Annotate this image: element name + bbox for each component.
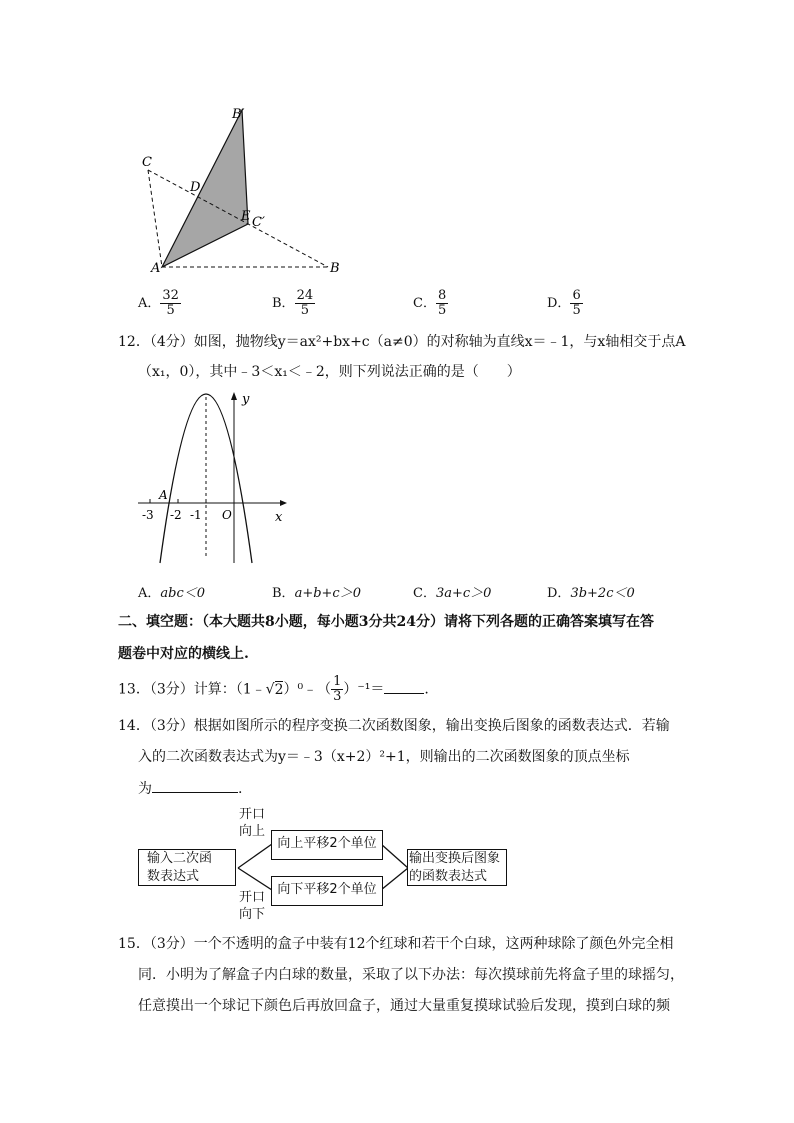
denominator: 3 [333,689,342,704]
q11-option-a[interactable] [138,289,181,318]
sqrt-sign: √ [265,681,275,698]
down-box-text: 向下平移2个单位 [277,882,377,897]
tick-label-minus-2: -2 [170,508,182,522]
denominator: 5 [166,303,175,318]
section-2-heading-line-2: 题卷中对应的横线上. [118,646,249,662]
option-letter: D． [547,296,571,311]
label-b: B [330,261,340,276]
numerator: 1 [333,674,342,689]
q12-option-c[interactable] [413,582,491,601]
option-letter: B． [272,586,295,601]
y-label: y [242,392,250,407]
section-2-heading-line-1: 二、填空题：（本大题共8小题，每小题3分共24分）请将下列各题的正确答案填写在答 [118,614,654,630]
denominator: 5 [300,303,309,318]
denominator: 5 [437,303,447,318]
open-up-line-1: 开口 [239,807,266,822]
tick-label-minus-1: -1 [190,508,202,522]
connector-input-up [238,844,272,868]
q14-line-3 [138,778,242,799]
fraction [570,289,582,318]
point-a-label: A [159,488,168,502]
q13-end: . [424,681,429,698]
tick-label-minus-3: -3 [142,508,154,522]
q12-line-2: （x₁，0），其中﹣3＜x₁＜﹣2，则下列说法正确的是（ ） [138,364,521,380]
q14-answer-blank[interactable] [152,778,238,793]
q15-line-2: 同．小明为了解盒子内白球的数量，采取了以下办法：每次摸球前先将盒子里的球摇匀， [138,967,684,983]
denominator: 5 [572,303,581,318]
q11-option-c[interactable] [413,289,448,318]
q12-parabola-graph [130,385,300,570]
input-box-line-2: 数表达式 [147,869,200,884]
x-axis-arrow [280,500,287,506]
open-up-label [239,806,265,840]
x-label: x [275,510,283,525]
open-down-line-1: 开口 [239,890,266,905]
label-d: D [190,180,201,195]
fraction [436,289,448,318]
flow-up-box [271,830,383,860]
q13-line [118,675,429,704]
option-text: a+b+c＞0 [294,586,361,601]
option-letter: C． [413,296,436,311]
connector-down-output [381,868,408,890]
q14-line3-end: . [238,781,243,797]
q13-prefix: 13．（3分）计算：（1﹣ [118,681,266,698]
origin-label: O [222,508,232,522]
q15-line-1: 15．（3分）一个不透明的盒子中装有12个红球和若干个白球，这两种球除了颜色外完全相 [118,936,674,952]
q12-option-a[interactable] [138,582,205,601]
input-box-line-1: 输入二次函 [147,851,213,866]
label-c-prime: C′ [252,215,265,230]
open-down-line-2: 向下 [239,907,266,922]
option-letter: B． [272,296,295,311]
open-up-line-2: 向上 [239,824,266,839]
output-box-line-1: 输出变换后图象 [409,851,501,866]
q11-triangle-figure [130,100,360,280]
q11-option-b[interactable] [272,289,315,318]
option-letter: D． [547,586,571,601]
q13-suffix: ）⁻¹＝ [343,681,385,698]
option-text: abc＜0 [160,586,206,601]
q14-line-2: 入的二次函数表达式为y＝﹣3（x+2）²+1，则输出的二次函数图象的顶点坐标 [138,749,630,765]
label-c: C [142,155,152,170]
q12-option-b[interactable] [272,582,361,601]
flow-down-box [271,876,383,906]
open-down-label [239,889,265,923]
q14-line3-prefix: 为 [138,781,152,797]
y-axis-arrow [231,392,237,400]
q13-mid: ）⁰﹣（ [283,681,332,698]
flow-output-box [407,849,507,886]
q11-option-d[interactable] [547,289,583,318]
option-letter: C． [413,586,436,601]
numerator: 6 [572,288,581,303]
option-text: 3a+c＞0 [435,586,492,601]
q15-line-3: 任意摸出一个球记下颜色后再放回盒子，通过大量重复摸球试验后发现，摸到白球的频 [138,998,670,1014]
numerator: 32 [162,288,179,303]
q13-answer-blank[interactable] [384,679,424,694]
label-e: E [241,209,251,224]
option-letter: A． [138,296,161,311]
up-box-text: 向上平移2个单位 [277,836,377,851]
q13-fraction [331,675,343,704]
connector-input-down [238,868,272,890]
dashed-ca [148,170,162,267]
flow-input-box [138,849,236,886]
numerator: 24 [296,288,314,303]
connector-up-output [381,844,408,868]
label-a: A [151,261,161,276]
numerator: 8 [437,288,447,303]
fraction [295,289,316,318]
fraction [160,289,181,318]
label-b-prime: B′ [232,107,245,122]
q12-option-d[interactable] [547,582,635,601]
radicand: 2 [274,681,284,698]
option-text: 3b+2c＜0 [570,586,635,601]
q14-line-1: 14．（3分）根据如图所示的程序变换二次函数图象，输出变换后图象的函数表达式．若输 [118,718,670,734]
output-box-line-2: 的函数表达式 [409,869,488,884]
q12-line-1: 12．（4分）如图，抛物线y＝ax²+bx+c（a≠0）的对称轴为直线x＝﹣1，与x轴相交于点A [118,334,686,350]
option-letter: A． [138,586,161,601]
shaded-triangle [162,110,248,267]
